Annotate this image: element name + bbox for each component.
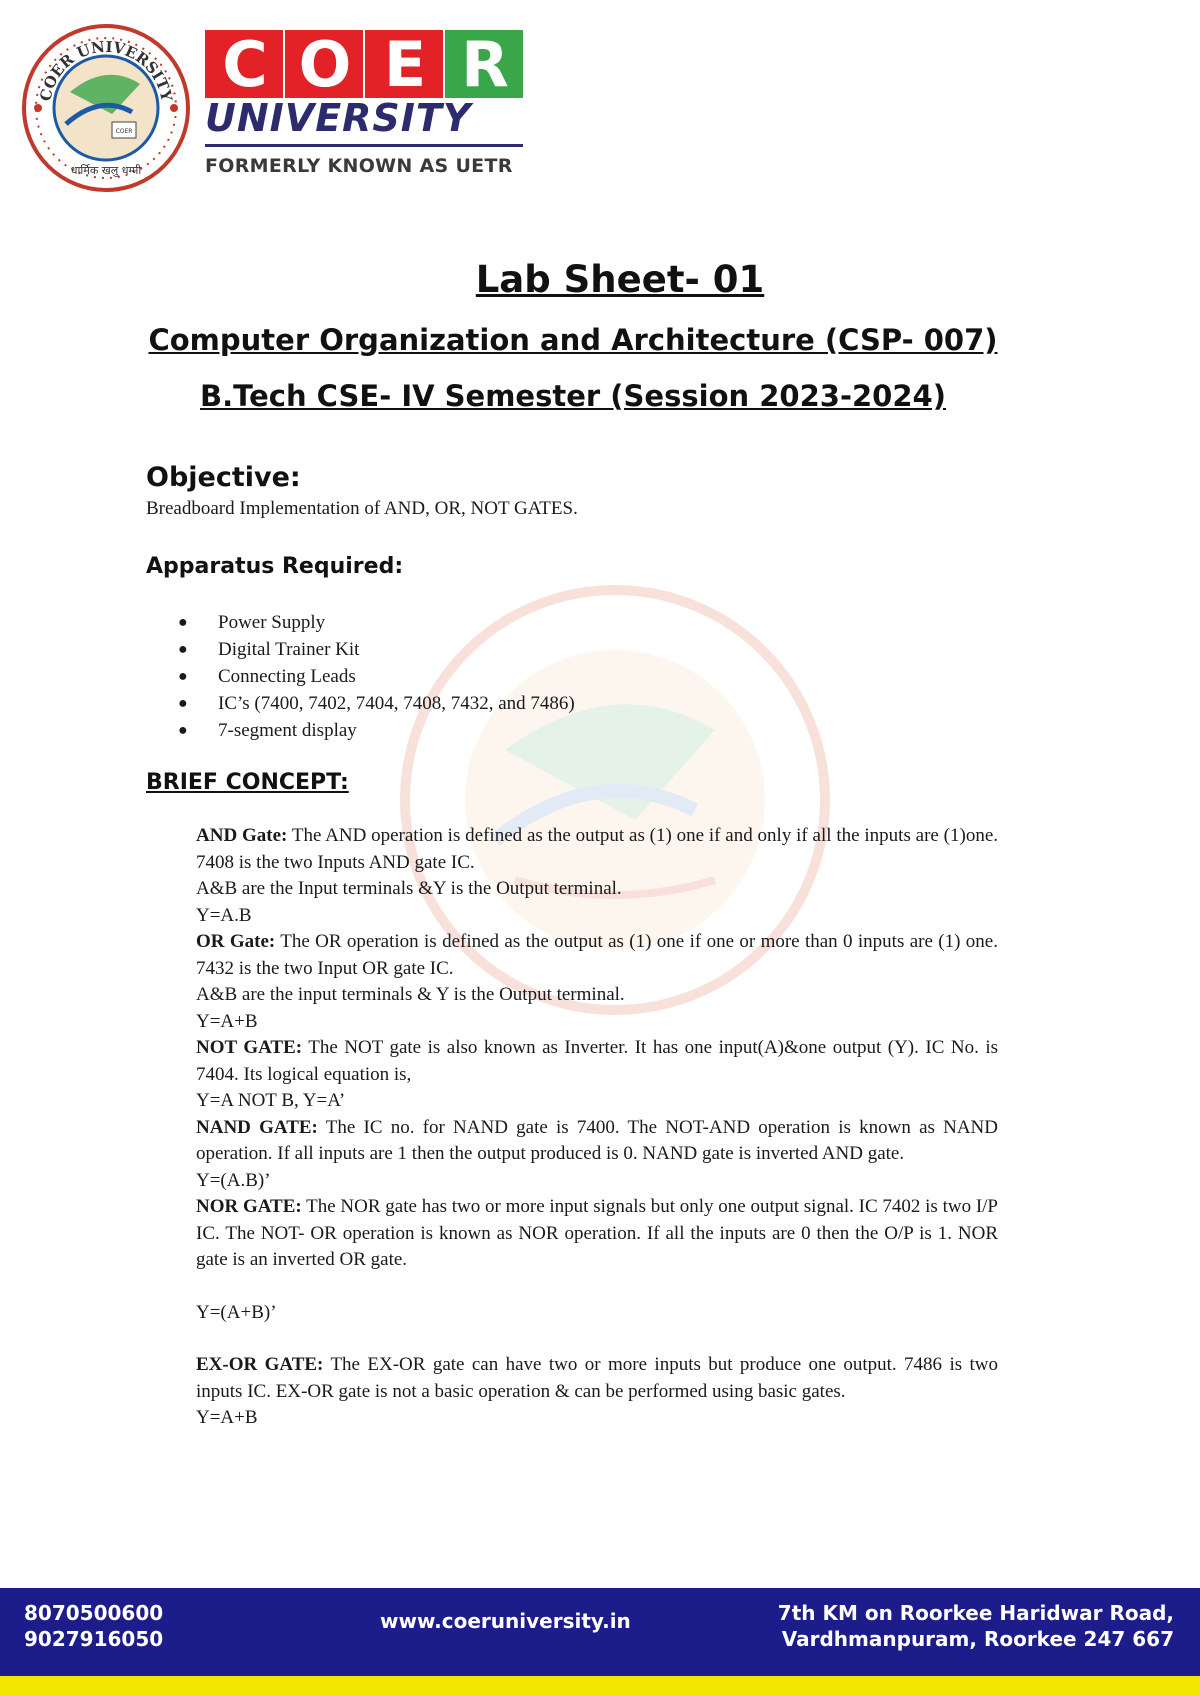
nor-gate-paragraph: NOR GATE: The NOR gate has two or more input signals but only one output signal. IC 7402 is two I/P IC. The NOT- OR operation is known as NOR operation. If all the inputs are 0 then the O/P is 1. NOR gate is an inverted OR gate.	[196, 1196, 998, 1270]
logo-letter-e: E	[365, 30, 443, 98]
objective-heading: Objective:	[146, 462, 301, 493]
and-gate-label: AND Gate:	[196, 825, 288, 846]
or-gate-terminals: A&B are the input terminals & Y is the Output terminal.	[196, 984, 625, 1005]
footer-address-line-2: Vardhmanpuram, Roorkee 247 667	[781, 1627, 1174, 1651]
bullet-icon: ●	[178, 667, 188, 685]
exor-gate-label: EX-OR GATE:	[196, 1354, 324, 1375]
bullet-icon: ●	[178, 613, 188, 631]
nor-gate-equation: Y=(A+B)’	[196, 1301, 277, 1323]
nand-gate-equation: Y=(A.B)’	[196, 1169, 271, 1191]
formerly-known-text: FORMERLY KNOWN AS UETR	[205, 155, 513, 177]
logo-letter-o: O	[285, 30, 363, 98]
bullet-icon: ●	[178, 640, 188, 658]
logo-university-text: UNIVERSITY	[205, 96, 472, 140]
lab-sheet-title: Lab Sheet- 01	[475, 258, 765, 301]
list-item: ● Power Supply	[178, 611, 326, 633]
not-gate-equation: Y=A NOT B, Y=A’	[196, 1090, 346, 1111]
not-gate-label: NOT GATE:	[196, 1037, 303, 1058]
and-gate-terminals: A&B are the Input terminals &Y is the Output terminal.	[196, 878, 622, 899]
nor-gate-label: NOR GATE:	[196, 1196, 302, 1217]
logo-letter-c: C	[205, 30, 283, 98]
exor-gate-paragraph: EX-OR GATE: The EX-OR gate can have two or more inputs but produce one output. 7486 is two inputs IC. EX-OR gate is not a basic operation & can be performed using basic gates.	[196, 1354, 999, 1402]
footer-address	[778, 1600, 1174, 1652]
footer-address-line-1: 7th KM on Roorkee Haridwar Road,	[777, 1601, 1174, 1625]
footer-phone-2[interactable]: 9027916050	[24, 1627, 164, 1651]
footer-phone-1[interactable]: 8070500600	[24, 1601, 164, 1625]
coer-wordmark	[205, 27, 525, 177]
logo-divider	[205, 144, 523, 147]
seal-inner-text: COER	[115, 128, 133, 135]
list-item: ● IC’s (7400, 7402, 7404, 7408, 7432, and 7486)	[178, 692, 575, 714]
or-gate-label: OR Gate:	[196, 931, 276, 952]
and-gate-paragraph: AND Gate: The AND operation is defined as the output as (1) one if and only if all the inputs are (1)one. 7408 is the two Inputs AND gate IC.	[196, 825, 999, 873]
course-title: Computer Organization and Architecture (CSP- 007)	[148, 323, 998, 357]
apparatus-heading: Apparatus Required:	[146, 554, 404, 579]
nand-gate-paragraph: NAND GATE: The IC no. for NAND gate is 7400. The NOT-AND operation is known as NAND operation. If all inputs are 1 then the output produced is 0. NAND gate is inverted AND gate.	[196, 1116, 998, 1164]
apparatus-list	[178, 609, 575, 744]
seal-motto: धार्मिक खलु धम्मी	[70, 164, 142, 177]
or-gate-paragraph: OR Gate: The OR operation is defined as the output as (1) one if one or more than 0 inputs are (1) one. 7432 is the two Input OR gate IC.	[196, 931, 998, 979]
not-gate-paragraph: NOT GATE: The NOT gate is also known as Inverter. It has one input(A)&one output (Y). IC No. is 7404. Its logical equation is,	[196, 1037, 999, 1085]
title-block	[0, 258, 1200, 413]
seal-arc-text: COER UNIVERSITY	[36, 37, 176, 103]
list-item: ● 7-segment display	[178, 719, 357, 741]
objective-text: Breadboard Implementation of AND, OR, NOT GATES.	[146, 498, 578, 519]
list-item: ● Connecting Leads	[178, 665, 356, 687]
footer-website-link[interactable]: www.coeruniversity.in	[380, 1609, 631, 1633]
and-gate-equation: Y=A.B	[196, 904, 252, 926]
coer-letters	[205, 27, 525, 101]
exor-gate-equation: Y=A+B	[196, 1407, 258, 1428]
nand-gate-label: NAND GATE:	[196, 1116, 318, 1138]
logo-letter-r: R	[445, 30, 523, 98]
bullet-icon: ●	[178, 694, 188, 712]
footer-stripe	[0, 1676, 1200, 1696]
or-gate-equation: Y=A+B	[196, 1010, 258, 1032]
program-title: B.Tech CSE- IV Semester (Session 2023-2024)	[200, 379, 946, 413]
university-seal-logo	[20, 22, 192, 194]
bullet-icon: ●	[178, 721, 188, 739]
list-item: ● Digital Trainer Kit	[178, 638, 360, 660]
footer-phones	[24, 1600, 163, 1652]
concept-body	[196, 823, 998, 1432]
brief-concept-heading: BRIEF CONCEPT:	[146, 770, 349, 795]
